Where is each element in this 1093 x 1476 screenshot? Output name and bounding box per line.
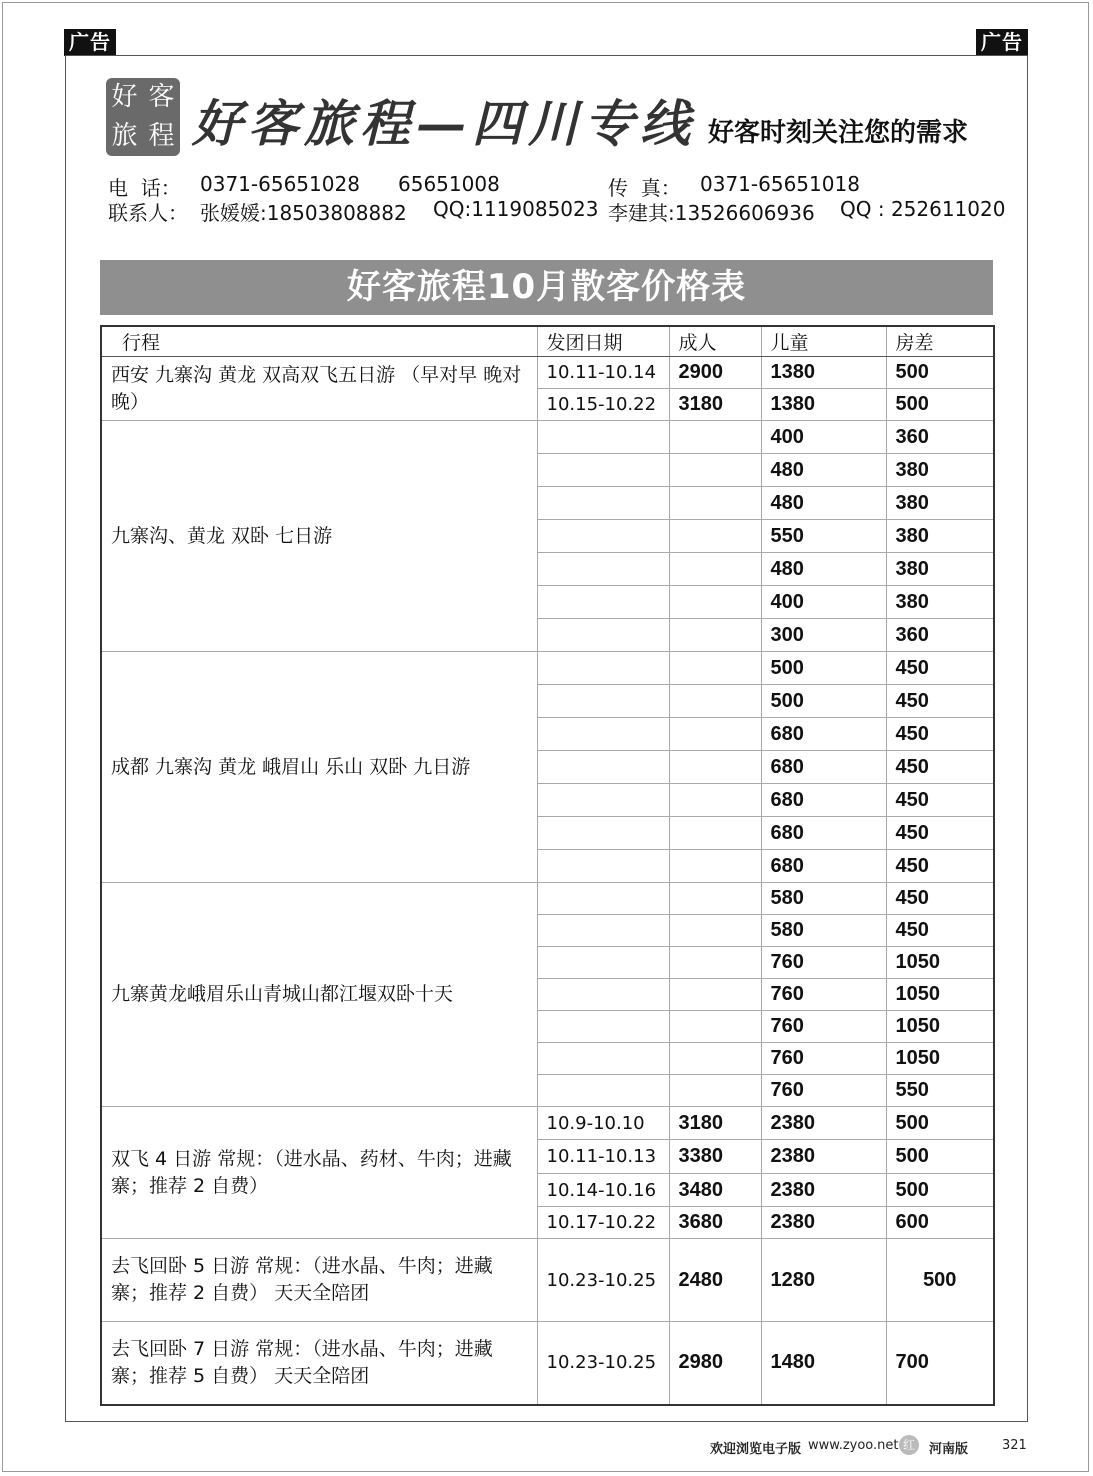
table-body	[101, 357, 994, 1405]
table-row	[101, 421, 994, 454]
edition-logo-icon: 红	[899, 1435, 919, 1455]
adult-price-cell	[669, 979, 761, 1011]
child-price-cell: 480	[761, 487, 886, 520]
date-cell	[537, 619, 669, 652]
adult-price-cell	[669, 1075, 761, 1107]
header-date: 发团日期	[537, 326, 669, 357]
header-room-diff: 房差	[886, 326, 994, 357]
room-diff-cell: 500	[886, 357, 994, 389]
adult-price-cell	[669, 421, 761, 454]
header-child: 儿童	[761, 326, 886, 357]
fax-number: 0371-65651018	[700, 172, 860, 196]
date-cell	[537, 1043, 669, 1075]
date-cell: 10.23-10.25	[537, 1322, 669, 1405]
date-cell	[537, 817, 669, 850]
adult-price-cell	[669, 652, 761, 685]
route-cell: 九寨沟、黄龙 双卧 七日游	[101, 421, 537, 652]
room-diff-cell: 380	[886, 553, 994, 586]
room-diff-cell: 450	[886, 883, 994, 915]
adult-price-cell	[669, 915, 761, 947]
phone-number-2: 65651008	[398, 172, 500, 196]
contact-label: 联系人：	[108, 201, 188, 225]
room-diff-cell: 450	[886, 784, 994, 817]
date-cell	[537, 883, 669, 915]
child-price-cell: 580	[761, 883, 886, 915]
child-price-cell: 300	[761, 619, 886, 652]
child-price-cell: 680	[761, 850, 886, 883]
table-row	[101, 652, 994, 685]
child-price-cell: 500	[761, 685, 886, 718]
room-diff-cell: 600	[886, 1207, 994, 1239]
room-diff-cell: 550	[886, 1075, 994, 1107]
child-price-cell: 500	[761, 652, 886, 685]
logo-char: 客	[148, 82, 175, 112]
child-price-cell: 1380	[761, 389, 886, 421]
date-cell: 10.23-10.25	[537, 1239, 669, 1322]
adult-price-cell	[669, 685, 761, 718]
adult-price-cell	[669, 883, 761, 915]
table-header-row	[101, 326, 994, 357]
room-diff-cell: 500	[886, 1174, 994, 1207]
table-row	[101, 1107, 994, 1140]
adult-price-cell: 2980	[669, 1322, 761, 1405]
fax-label: 传 真：	[608, 176, 681, 200]
table-row	[101, 1322, 994, 1405]
room-diff-cell: 1050	[886, 1043, 994, 1075]
logo-char: 程	[148, 121, 175, 151]
child-price-cell: 760	[761, 1011, 886, 1043]
adult-price-cell: 2900	[669, 357, 761, 389]
adult-price-cell	[669, 817, 761, 850]
ad-label-right: 广告	[976, 29, 1028, 56]
room-diff-cell: 500	[886, 1107, 994, 1140]
child-price-cell: 760	[761, 947, 886, 979]
route-cell: 成都 九寨沟 黄龙 峨眉山 乐山 双卧 九日游	[101, 652, 537, 883]
date-cell	[537, 947, 669, 979]
adult-price-cell	[669, 947, 761, 979]
room-diff-cell: 1050	[886, 1011, 994, 1043]
room-diff-cell: 360	[886, 421, 994, 454]
header-route: 行程	[101, 326, 537, 357]
child-price-cell: 680	[761, 817, 886, 850]
room-diff-cell: 700	[886, 1322, 994, 1405]
adult-price-cell: 3380	[669, 1140, 761, 1174]
phone-number-1: 0371-65651028	[200, 172, 360, 196]
adult-price-cell	[669, 586, 761, 619]
route-cell: 九寨黄龙峨眉乐山青城山都江堰双卧十天	[101, 883, 537, 1107]
child-price-cell: 480	[761, 454, 886, 487]
contact-qq-2: QQ : 252611020	[840, 197, 1006, 221]
date-cell	[537, 718, 669, 751]
room-diff-cell: 1050	[886, 947, 994, 979]
room-diff-cell: 500	[886, 389, 994, 421]
footer-edition: 河南版	[929, 1442, 969, 1457]
child-price-cell: 580	[761, 915, 886, 947]
adult-price-cell	[669, 487, 761, 520]
adult-price-cell: 3180	[669, 389, 761, 421]
price-table	[100, 325, 995, 1406]
header-adult: 成人	[669, 326, 761, 357]
child-price-cell: 680	[761, 751, 886, 784]
table-row	[101, 1239, 994, 1322]
child-price-cell: 550	[761, 520, 886, 553]
contact-qq-1: QQ:1119085023	[433, 197, 599, 221]
child-price-cell: 760	[761, 1043, 886, 1075]
footer-welcome: 欢迎浏览电子版	[710, 1442, 802, 1457]
child-price-cell: 2380	[761, 1207, 886, 1239]
date-cell	[537, 685, 669, 718]
contact-person-2: 李建其:13526606936	[608, 201, 815, 225]
date-cell	[537, 487, 669, 520]
date-cell	[537, 421, 669, 454]
date-cell	[537, 850, 669, 883]
page-number: 321	[1002, 1438, 1027, 1453]
room-diff-cell: 450	[886, 817, 994, 850]
child-price-cell: 400	[761, 586, 886, 619]
date-cell	[537, 784, 669, 817]
logo-char: 好	[111, 82, 138, 112]
child-price-cell: 760	[761, 979, 886, 1011]
child-price-cell: 680	[761, 784, 886, 817]
footer-url[interactable]: www.zyoo.net	[808, 1438, 899, 1453]
adult-price-cell	[669, 1011, 761, 1043]
room-diff-cell: 450	[886, 652, 994, 685]
room-diff-cell: 380	[886, 586, 994, 619]
route-cell: 双飞 4 日游 常规：（进水晶、药材、牛肉；进藏寨；推荐 2 自费）	[101, 1107, 537, 1239]
date-cell	[537, 586, 669, 619]
adult-price-cell	[669, 850, 761, 883]
adult-price-cell	[669, 619, 761, 652]
brand-logo	[106, 78, 180, 156]
room-diff-cell: 450	[886, 915, 994, 947]
room-diff-cell: 380	[886, 487, 994, 520]
child-price-cell: 1480	[761, 1322, 886, 1405]
logo-char: 旅	[111, 121, 138, 151]
adult-price-cell	[669, 553, 761, 586]
room-diff-cell: 450	[886, 685, 994, 718]
date-cell	[537, 915, 669, 947]
room-diff-cell: 1050	[886, 979, 994, 1011]
date-cell	[537, 520, 669, 553]
date-cell	[537, 751, 669, 784]
brand-title: 好客旅程—四川专线	[192, 94, 696, 153]
date-cell	[537, 1011, 669, 1043]
route-cell: 西安 九寨沟 黄龙 双高双飞五日游 （早对早 晚对晚）	[101, 357, 537, 421]
table-row	[101, 883, 994, 915]
child-price-cell: 680	[761, 718, 886, 751]
date-cell: 10.14-10.16	[537, 1174, 669, 1207]
child-price-cell: 2380	[761, 1107, 886, 1140]
room-diff-cell: 360	[886, 619, 994, 652]
room-diff-cell: 500	[886, 1140, 994, 1174]
date-cell	[537, 553, 669, 586]
child-price-cell: 2380	[761, 1174, 886, 1207]
adult-price-cell	[669, 751, 761, 784]
date-cell: 10.11-10.14	[537, 357, 669, 389]
table-row	[101, 357, 994, 389]
date-cell: 10.15-10.22	[537, 389, 669, 421]
contact-person-1: 张媛媛:18503808882	[200, 201, 407, 225]
adult-price-cell: 3480	[669, 1174, 761, 1207]
slogan: 好客时刻关注您的需求	[708, 118, 969, 148]
route-cell: 去飞回卧 7 日游 常规：（进水晶、牛肉；进藏寨；推荐 5 自费） 天天全陪团	[101, 1322, 537, 1405]
child-price-cell: 2380	[761, 1140, 886, 1174]
adult-price-cell	[669, 454, 761, 487]
child-price-cell: 480	[761, 553, 886, 586]
date-cell: 10.17-10.22	[537, 1207, 669, 1239]
adult-price-cell	[669, 1043, 761, 1075]
adult-price-cell	[669, 718, 761, 751]
date-cell	[537, 652, 669, 685]
date-cell	[537, 1075, 669, 1107]
adult-price-cell	[669, 784, 761, 817]
adult-price-cell: 3680	[669, 1207, 761, 1239]
adult-price-cell: 2480	[669, 1239, 761, 1322]
date-cell: 10.11-10.13	[537, 1140, 669, 1174]
child-price-cell: 400	[761, 421, 886, 454]
date-cell	[537, 454, 669, 487]
child-price-cell: 1380	[761, 357, 886, 389]
room-diff-cell: 380	[886, 454, 994, 487]
room-diff-cell: 380	[886, 520, 994, 553]
room-diff-cell: 450	[886, 751, 994, 784]
room-diff-cell: 500	[886, 1239, 994, 1322]
phone-label: 电 话：	[108, 176, 181, 200]
room-diff-cell: 450	[886, 850, 994, 883]
adult-price-cell	[669, 520, 761, 553]
date-cell: 10.9-10.10	[537, 1107, 669, 1140]
date-cell	[537, 979, 669, 1011]
room-diff-cell: 450	[886, 718, 994, 751]
child-price-cell: 1280	[761, 1239, 886, 1322]
price-table-title: 好客旅程10月散客价格表	[100, 260, 993, 315]
adult-price-cell: 3180	[669, 1107, 761, 1140]
ad-label-left: 广告	[64, 29, 116, 56]
child-price-cell: 760	[761, 1075, 886, 1107]
route-cell: 去飞回卧 5 日游 常规：（进水晶、牛肉；进藏寨；推荐 2 自费） 天天全陪团	[101, 1239, 537, 1322]
